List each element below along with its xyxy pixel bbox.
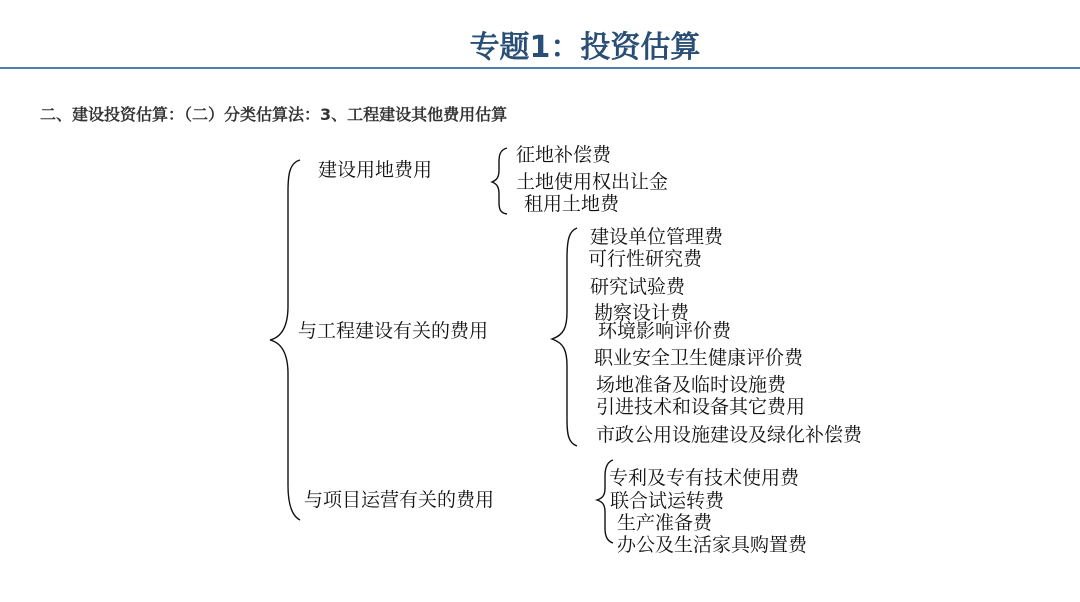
leaf-item: 联合试运转费 bbox=[610, 490, 725, 512]
category-operation-costs: 与项目运营有关的费用 bbox=[304, 489, 495, 511]
leaf-item: 职业安全卫生健康评价费 bbox=[594, 347, 804, 369]
leaf-item: 建设单位管理费 bbox=[590, 226, 724, 248]
leaf-item: 租用土地费 bbox=[524, 193, 620, 215]
leaf-item: 土地使用权出让金 bbox=[516, 171, 669, 193]
leaf-item: 专利及专有技术使用费 bbox=[609, 467, 800, 489]
brace-construction-costs bbox=[552, 228, 577, 446]
page-title: 专题1：投资估算 bbox=[469, 30, 701, 65]
leaf-item: 征地补偿费 bbox=[516, 144, 612, 166]
leaf-item: 场地准备及临时设施费 bbox=[596, 374, 787, 396]
leaf-item: 生产准备费 bbox=[617, 512, 713, 534]
leaf-item: 市政公用设施建设及绿化补偿费 bbox=[596, 424, 863, 446]
category-land-costs: 建设用地费用 bbox=[318, 159, 433, 181]
section-heading: 二、建设投资估算：（二）分类估算法：3、工程建设其他费用估算 bbox=[40, 105, 508, 124]
category-construction-costs: 与工程建设有关的费用 bbox=[298, 320, 489, 342]
brace-land-costs bbox=[492, 148, 507, 214]
leaf-item: 环境影响评价费 bbox=[598, 320, 732, 342]
leaf-item: 研究试验费 bbox=[590, 276, 686, 298]
leaf-item: 勘察设计费 bbox=[594, 302, 690, 324]
main-brace bbox=[270, 160, 300, 520]
leaf-item: 办公及生活家具购置费 bbox=[617, 534, 808, 556]
leaf-item: 可行性研究费 bbox=[588, 248, 703, 270]
leaf-item: 引进技术和设备其它费用 bbox=[596, 396, 806, 418]
